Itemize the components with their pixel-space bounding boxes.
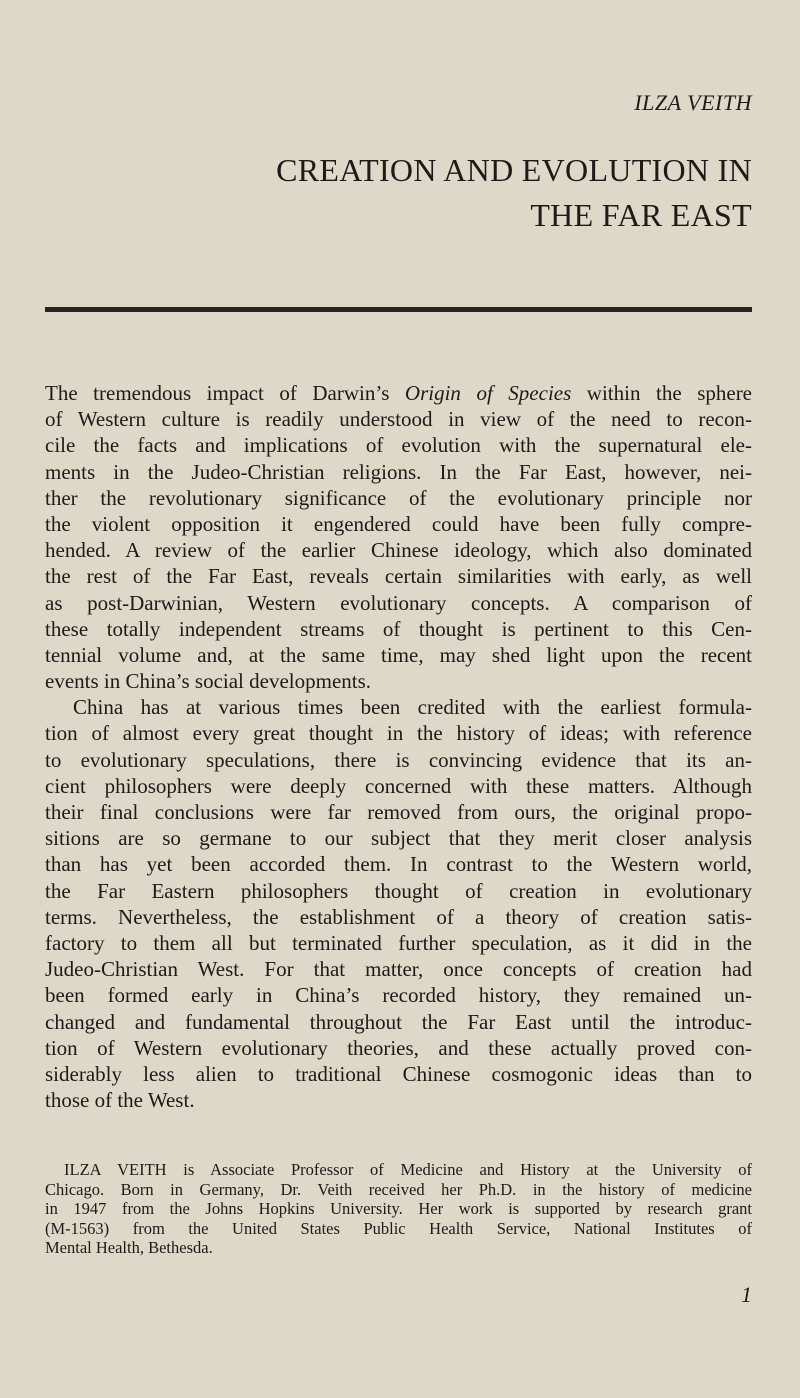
- text-line: than has yet been accorded them. In contrast to the Western world,: [45, 852, 752, 877]
- text-line: in 1947 from the Johns Hopkins University. Her work is supported by research grant: [45, 1199, 752, 1219]
- text-line: ILZA VEITH is Associate Professor of Medicine and History at the University of: [64, 1160, 752, 1179]
- text-line: Judeo-Christian West. For that matter, once concepts of creation had: [45, 957, 752, 982]
- paragraph-2: [45, 694, 752, 1113]
- page-number: 1: [741, 1282, 752, 1307]
- text-line: hended. A review of the earlier Chinese ideology, which also dominated: [45, 538, 752, 563]
- paragraph-1: [45, 406, 752, 694]
- chapter-title: [276, 148, 752, 238]
- text-line: tion of Western evolutionary theories, and these actually proved con-: [45, 1035, 752, 1060]
- text-line: factory to them all but terminated further speculation, as it did in the: [45, 930, 752, 955]
- text-line: events in China’s social developments.: [45, 669, 372, 694]
- text-line: as post-Darwinian, Western evolutionary concepts. A comparison of: [45, 590, 752, 615]
- title-rule-divider: [45, 307, 752, 312]
- text-line: tennial volume and, at the same time, may shed light upon the recent: [45, 642, 752, 667]
- text-line: cient philosophers were deeply concerned with these matters. Although: [45, 773, 752, 798]
- author-footnote: [45, 1160, 752, 1258]
- text-line: been formed early in China’s recorded history, they remained un-: [45, 983, 752, 1008]
- text-line: the violent opposition it engendered could have been fully compre-: [45, 511, 752, 536]
- text-line: (M-1563) from the United States Public Health Service, National Institutes of: [45, 1218, 752, 1238]
- text-line: China has at various times been credited with the earliest formula-: [73, 695, 752, 720]
- text-line: cile the facts and implications of evolution with the supernatural ele-: [45, 433, 752, 458]
- text-line: to evolutionary speculations, there is convincing evidence that its an-: [45, 747, 752, 772]
- body-line: The tremendous impact of Darwin’s Origin of Species within the sphere: [45, 381, 753, 405]
- text-line: of Western culture is readily understood in view of the need to recon-: [45, 407, 752, 432]
- text-line: siderably less alien to traditional Chinese cosmogonic ideas than to: [45, 1061, 752, 1086]
- text-line: these totally independent streams of thought is pertinent to this Cen-: [45, 616, 752, 641]
- text-line: Mental Health, Bethesda.: [45, 1238, 213, 1258]
- text-line: those of the West.: [45, 1088, 195, 1113]
- text-line: the Far Eastern philosophers thought of creation in evolutionary: [45, 878, 752, 903]
- text-line: terms. Nevertheless, the establishment of a theory of creation satis-: [45, 904, 752, 929]
- text-line: tion of almost every great thought in the history of ideas; with reference: [45, 721, 752, 746]
- text-line: changed and fundamental throughout the Far East until the introduc-: [45, 1009, 752, 1034]
- body-text: [45, 380, 752, 1113]
- text-line: their final conclusions were far removed from ours, the original propo-: [45, 800, 752, 824]
- author-name: ILZA VEITH: [634, 90, 752, 115]
- text-line: ments in the Judeo-Christian religions. In the Far East, however, nei-: [45, 459, 752, 484]
- title-line: CREATION AND EVOLUTION IN: [276, 152, 752, 188]
- text-line: Chicago. Born in Germany, Dr. Veith received her Ph.D. in the history of medicine: [45, 1179, 752, 1199]
- text-line: ther the revolutionary significance of the evolutionary principle nor: [45, 485, 752, 510]
- book-title: Origin of Species: [404, 381, 572, 405]
- title-line: THE FAR EAST: [530, 197, 752, 233]
- text-line: the rest of the Far East, reveals certain similarities with early, as well: [45, 564, 752, 589]
- text-line: sitions are so germane to our subject that they merit closer analysis: [45, 826, 752, 851]
